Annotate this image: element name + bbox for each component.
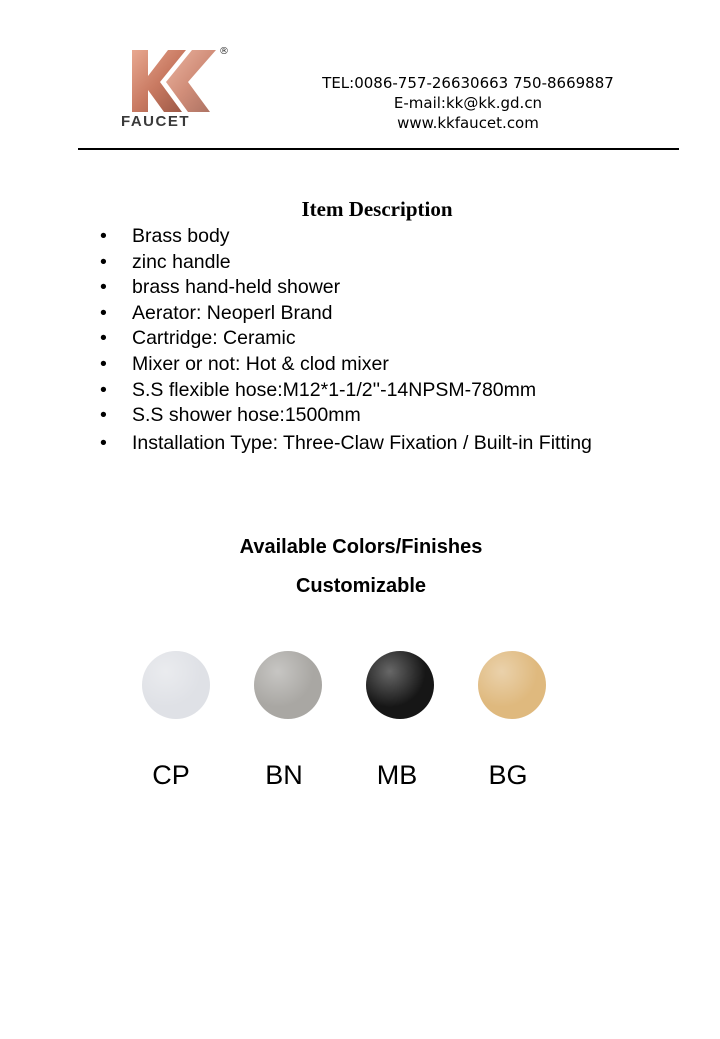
swatch-label-bg: BG (488, 760, 528, 790)
list-item (100, 224, 690, 250)
item-description-list (100, 224, 690, 456)
bullet: • (100, 225, 107, 247)
list-item (100, 250, 690, 276)
logo-wordmark: FAUCET (121, 113, 190, 130)
item-description-title: Item Description (301, 197, 453, 221)
list-item-text: S.S flexible hose:M12*1-1/2''-14NPSM-780mm (132, 378, 537, 401)
list-item (100, 378, 690, 404)
finishes-subtitle: Customizable (295, 575, 427, 597)
list-item (100, 326, 690, 352)
bullet: • (100, 431, 107, 454)
list-item-text: Installation Type: Three-Claw Fixation / Built-in Fitting (132, 431, 592, 454)
bullet: • (100, 276, 107, 299)
list-item (100, 403, 690, 429)
list-item-text: Mixer or not: Hot & clod mixer (132, 352, 389, 375)
bullet: • (100, 250, 107, 273)
list-item (100, 431, 690, 457)
list-item-text: zinc handle (132, 250, 231, 273)
finishes-title: Available Colors/Finishes (239, 536, 483, 558)
contact-email: E-mail:kk@kk.gd.cn (393, 94, 543, 112)
contact-tel: TEL:0086-757-26630663 750-8669887 (322, 74, 614, 92)
bullet: • (100, 404, 107, 427)
list-item-text: S.S shower hose:1500mm (132, 404, 361, 427)
bullet: • (100, 378, 107, 401)
header-divider (78, 148, 679, 150)
bullet: • (100, 352, 107, 375)
swatch-label-mb: MB (376, 760, 418, 790)
registered-mark: ® (219, 46, 229, 57)
swatch-cp (142, 651, 210, 719)
swatch-mb (366, 651, 434, 719)
swatch-bn (254, 651, 322, 719)
list-item-text: Aerator: Neoperl Brand (132, 301, 333, 324)
swatch-label-cp: CP (152, 760, 190, 790)
swatch-bg (478, 651, 546, 719)
contact-website: www.kkfaucet.com (397, 114, 539, 132)
list-item (100, 275, 690, 301)
list-item-text: brass hand-held shower (132, 276, 341, 299)
list-item (100, 301, 690, 327)
list-item-text: Cartridge: Ceramic (132, 327, 296, 350)
list-item (100, 352, 690, 378)
swatch-label-bn: BN (265, 760, 303, 790)
bullet: • (100, 301, 107, 324)
contact-block (300, 73, 636, 133)
list-item-text: Brass body (132, 225, 230, 247)
bullet: • (100, 327, 107, 350)
